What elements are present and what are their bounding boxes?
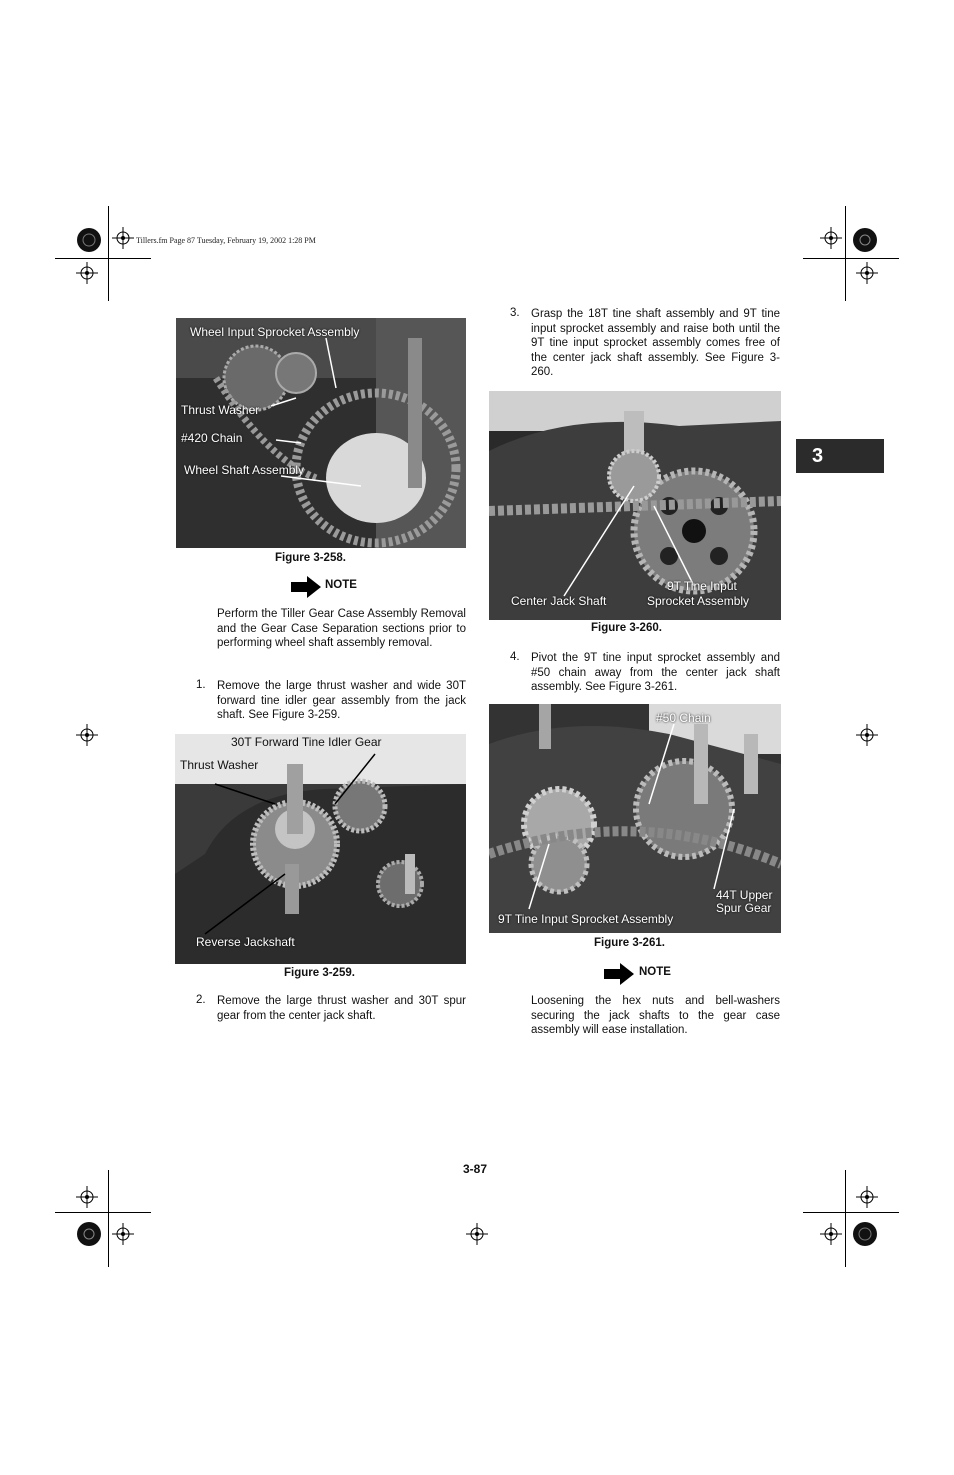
callout-label: 30T Forward Tine Idler Gear bbox=[231, 735, 382, 749]
crosshair-icon bbox=[856, 1186, 878, 1208]
step-text: Remove the large thrust washer and wide 30T forward tine idler gear assembly from the jack shaft. See Figure 3-259. bbox=[217, 680, 466, 721]
note-text: Perform the Tiller Gear Case Assembly Removal and the Gear Case Separation sections prior to performing wheel shaft assembly removal. bbox=[217, 608, 466, 649]
callout-label: #50 Chain bbox=[656, 711, 711, 725]
callout-label: Wheel Input Sprocket Assembly bbox=[190, 325, 360, 339]
callout-label: 9T Tine Input Sprocket Assembly bbox=[498, 912, 674, 926]
crop-mark bbox=[803, 258, 899, 259]
crosshair-icon bbox=[76, 1186, 98, 1208]
callout-label: #420 Chain bbox=[181, 431, 243, 445]
step-number: 4. bbox=[510, 651, 520, 663]
figure-260-photo bbox=[489, 391, 781, 620]
callout-label: 9T Tine Input bbox=[667, 579, 737, 593]
file-header: Tillers.fm Page 87 Tuesday, February 19, 2002 1:28 PM bbox=[136, 236, 316, 245]
crosshair-icon bbox=[112, 1223, 134, 1245]
callout-label: Wheel Shaft Assembly bbox=[184, 463, 305, 477]
figure-caption: Figure 3-261. bbox=[594, 937, 665, 949]
crop-mark bbox=[845, 206, 846, 301]
callout-label: Thrust Washer bbox=[181, 403, 260, 417]
arrow-right-icon bbox=[604, 963, 634, 985]
registration-target-icon bbox=[76, 1221, 102, 1247]
crosshair-icon bbox=[76, 724, 98, 746]
registration-target-icon bbox=[852, 1221, 878, 1247]
arrow-right-icon bbox=[291, 576, 321, 598]
crop-mark bbox=[108, 1170, 109, 1267]
callout-label: Sprocket Assembly bbox=[647, 594, 750, 608]
crosshair-icon bbox=[76, 262, 98, 284]
step-number: 2. bbox=[196, 994, 206, 1006]
callout-label: 44T Upper bbox=[716, 888, 773, 902]
step-number: 3. bbox=[510, 307, 520, 319]
crosshair-icon bbox=[466, 1223, 488, 1245]
crop-mark bbox=[55, 1212, 151, 1213]
crosshair-icon bbox=[820, 227, 842, 249]
note-label: NOTE bbox=[325, 579, 357, 591]
chapter-tab: 3 bbox=[796, 439, 884, 473]
step-text: Remove the large thrust washer and 30T spur gear from the center jack shaft. bbox=[217, 995, 466, 1022]
page-number: 3-87 bbox=[463, 1162, 488, 1176]
note-label: NOTE bbox=[639, 966, 671, 978]
crosshair-icon bbox=[820, 1223, 842, 1245]
callout-label: Spur Gear bbox=[716, 901, 772, 915]
step-text: Pivot the 9T tine input sprocket assembly and #50 chain away from the center jack shaft assembly. See Figure 3-261. bbox=[531, 652, 780, 693]
callout-label: Center Jack Shaft bbox=[511, 594, 607, 608]
crosshair-icon bbox=[856, 724, 878, 746]
figure-caption: Figure 3-258. bbox=[275, 552, 346, 564]
step-number: 1. bbox=[196, 679, 206, 691]
callout-label: Thrust Washer bbox=[180, 758, 259, 772]
registration-target-icon bbox=[76, 227, 102, 253]
figure-caption: Figure 3-260. bbox=[591, 622, 662, 634]
crop-mark bbox=[108, 206, 109, 301]
step-text: Grasp the 18T tine shaft assembly and 9T tine input sprocket assembly and raise both until the 9T tine input sprocket assembly comes free of the center jack shaft assembly. See Figure 3-260. bbox=[531, 308, 780, 378]
crop-mark bbox=[845, 1170, 846, 1267]
figure-caption: Figure 3-259. bbox=[284, 967, 355, 979]
callout-label: Reverse Jackshaft bbox=[196, 935, 295, 949]
note-text: Loosening the hex nuts and bell-washers securing the jack shafts to the gear case assembly will ease installation. bbox=[531, 995, 780, 1036]
registration-target-icon bbox=[852, 227, 878, 253]
crop-mark bbox=[55, 258, 151, 259]
crosshair-icon bbox=[112, 227, 134, 249]
crop-mark bbox=[803, 1212, 899, 1213]
crosshair-icon bbox=[856, 262, 878, 284]
